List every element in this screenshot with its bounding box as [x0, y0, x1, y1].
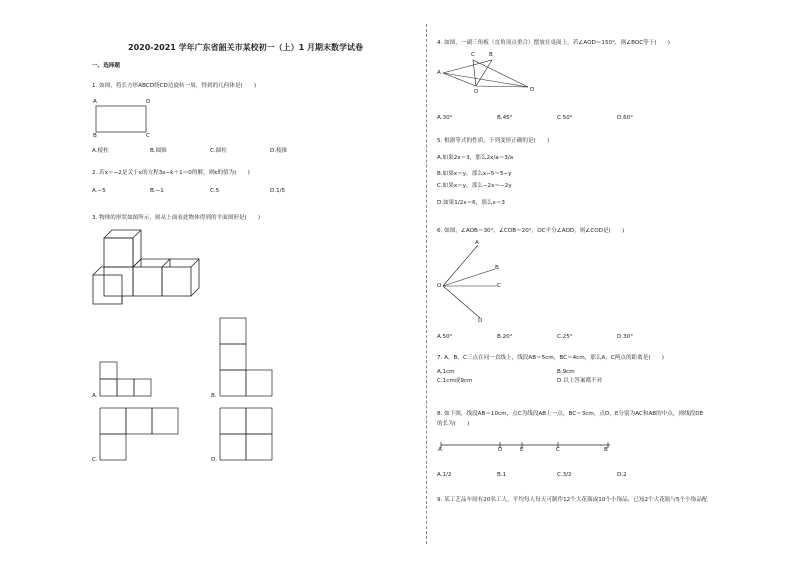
q1-option-c[interactable]: C.圆柱: [210, 148, 227, 154]
q2-option-d[interactable]: D.1/5: [270, 188, 286, 194]
q8-label-c: C: [556, 447, 560, 453]
q6-label-o: O: [437, 283, 442, 289]
q3-option-a-figure: [100, 362, 151, 396]
q4-option-c[interactable]: C.50°: [557, 115, 573, 121]
q2-option-a[interactable]: A.−5: [92, 188, 106, 194]
q3-option-d[interactable]: D.: [211, 457, 218, 463]
question-6-text: 6. 如图，∠AOB＝30°，∠COB＝20°，OC平分∠AOD，则∠COD是( ): [437, 228, 625, 234]
page-title: 2020-2021 学年广东省韶关市某校初一（上）1 月期末数学试卷: [128, 43, 363, 52]
question-7-text: 7. A，B，C三点在同一直线上，线段AB＝5cm，BC＝4cm，那么A，C两点的距离是( ): [437, 355, 664, 361]
question-8-text-1: 8. 如下图，线段AB＝10cm，点C为线段AB上一点，BC＝3cm，点D，E分别为AC和AB的中点，则线段DE: [437, 411, 704, 417]
q4-label-b: B: [489, 52, 493, 58]
q3-option-c[interactable]: C.: [92, 457, 98, 463]
q1-label-b: B: [93, 133, 97, 139]
q5-option-c[interactable]: C.如果x＝y，那么−2x＝−2y: [437, 183, 512, 189]
q6-label-c: C: [497, 283, 501, 289]
q4-label-a: A: [437, 70, 441, 76]
q6-label-b: B: [495, 265, 499, 271]
q1-option-a[interactable]: A.棱柱: [92, 148, 109, 154]
q7-option-b[interactable]: B.9cm: [557, 369, 575, 375]
q8-option-c[interactable]: C.3/2: [557, 472, 572, 478]
question-8-text-2: 的长为( ): [437, 421, 470, 427]
question-3-text: 3. 物体的形状如图所示，则从上面看此物体得到的平面图形是( ): [92, 215, 261, 221]
q1-option-d[interactable]: D.棱锥: [270, 148, 288, 154]
q6-label-a: A: [475, 240, 479, 246]
q6-option-b[interactable]: B.20°: [497, 334, 513, 340]
q8-label-d: D: [498, 447, 503, 453]
q3-option-b-figure: [220, 318, 272, 396]
q6-rays-figure: [443, 245, 497, 318]
q6-option-d[interactable]: D.30°: [617, 334, 634, 340]
q6-label-d: D: [478, 318, 483, 324]
q4-label-c: C: [471, 52, 475, 58]
q8-label-e: E: [520, 447, 524, 453]
q4-option-a[interactable]: A.30°: [437, 115, 453, 121]
q4-option-d[interactable]: D.60°: [617, 115, 634, 121]
q6-option-a[interactable]: A.50°: [437, 334, 453, 340]
q3-option-d-figure: [220, 408, 272, 460]
q8-segment-figure: [441, 442, 610, 448]
q4-label-o: O: [474, 89, 479, 95]
q7-option-a[interactable]: A.1cm: [437, 369, 455, 375]
q1-label-d: D: [146, 99, 151, 105]
q8-label-b: B: [604, 447, 608, 453]
q1-rectangle: [96, 106, 146, 132]
q4-triangles-figure: [443, 60, 528, 87]
q6-option-c[interactable]: C.25°: [557, 334, 573, 340]
question-4-text: 4. 如图，一副三角板（直角顶点重合）摆放在桌面上，若∠AOD＝150°，则∠BOC等于( ): [437, 40, 670, 46]
section-heading: 一、选择题: [92, 63, 120, 69]
q8-option-d[interactable]: D.2: [617, 472, 627, 478]
q1-option-b[interactable]: B.圆锥: [150, 148, 167, 154]
q8-label-a: A: [438, 447, 442, 453]
question-2-text: 2. 若x＝−2是关于x的方程3x−k＋1＝0的解，则k的值为( ): [92, 170, 250, 176]
q3-solid-figure: [93, 230, 199, 304]
q5-option-b[interactable]: B.如果x＝y，那么x−5＝5−y: [437, 171, 512, 177]
q8-option-a[interactable]: A.1/2: [437, 472, 452, 478]
q1-label-a: A: [93, 99, 97, 105]
q4-label-d: D: [530, 87, 535, 93]
q3-option-b[interactable]: B.: [211, 393, 217, 399]
q3-option-a[interactable]: A.: [92, 393, 98, 399]
q3-option-c-figure: [100, 408, 178, 460]
question-9-text: 9. 某工艺品车间有20名工人，平均每人每天可制作12个大花瓶或10个小饰品，已知2个大花瓶与5个小饰品配: [437, 497, 708, 503]
q8-option-b[interactable]: B.1: [497, 472, 507, 478]
q7-option-c[interactable]: C.1cm或9cm: [437, 378, 473, 384]
q2-option-b[interactable]: B.−1: [150, 188, 164, 194]
question-5-text: 5. 根据等式的性质，下列变形正确的是( ): [437, 138, 550, 144]
question-1-text: 1. 如图，将长方形ABCD绕CD边旋转一周，得到的几何体是( ): [92, 83, 257, 89]
q2-option-c[interactable]: C.5: [210, 188, 220, 194]
q5-option-a[interactable]: A.如果2x＝3，那么2x/a＝3/a: [437, 155, 514, 161]
q4-option-b[interactable]: B.45°: [497, 115, 513, 121]
q5-option-d[interactable]: D.如果1/2x＝6，那么x＝3: [437, 200, 505, 206]
q1-label-c: C: [146, 133, 150, 139]
q7-option-d[interactable]: D.以上答案都不对: [557, 378, 603, 384]
